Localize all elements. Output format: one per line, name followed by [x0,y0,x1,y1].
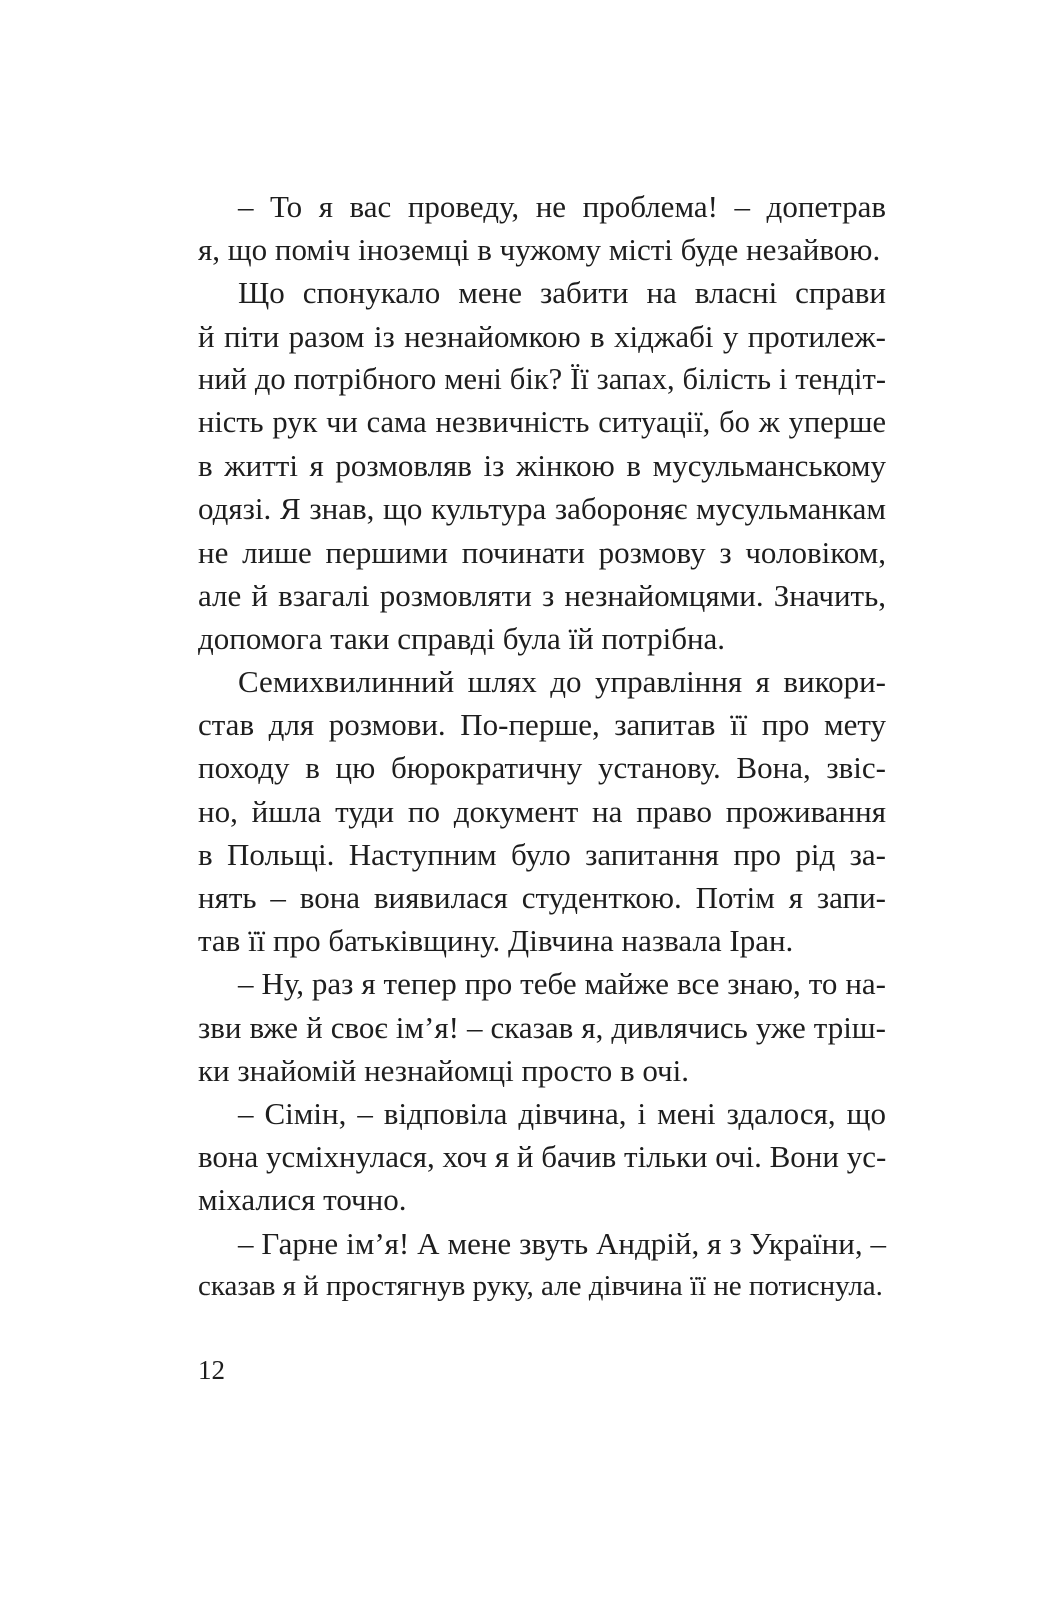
paragraph [198,1222,886,1308]
text-line: тав її про батьківщину. Дівчина назвала Іран. [198,923,794,959]
text-line: – Гарне ім’я! А мене звуть Андрій, я з України, – [238,1225,886,1261]
text-line: сказав я й простягнув руку, але дівчина її не потиснула. [198,1269,883,1302]
text-line: – То я вас проведу, не проблема! – допетрав [238,189,886,224]
text-line: одязі. Я знав, що культура забороняє мусульманкам [198,491,886,527]
text-line: в Польщі. Наступним було запитання про рід за- [198,836,886,872]
text-line: ки знайомій незнайомці просто в очі. [198,1052,690,1088]
text-line: Що спонукало мене забити на власні справи [238,275,886,311]
text-line: не лише першими починати розмову з чоловіком, [198,534,886,570]
text-line: міхалися точно. [198,1182,407,1218]
text-line: но, йшла туди по документ на право проживання [198,793,886,829]
text-line: я, що поміч іноземці в чужому місті буде незайвою. [198,232,881,268]
paragraph [198,962,886,1092]
text-line: походу в цю бюрократичну установу. Вона, звіс- [198,750,886,786]
text-line: зви вже й своє ім’я! – сказав я, дивлячись уже тріш- [198,1009,886,1045]
text-line: й піти разом із незнайомкою в хіджабі у протилеж- [198,318,886,354]
page-number: 12 [198,1355,225,1385]
text-line: але й взагалі розмовляти з незнайомцями. Значить, [198,577,886,613]
text-line: Семихвилинний шлях до управління я викори- [238,664,886,700]
paragraph [198,660,886,962]
paragraph [198,185,886,271]
text-line: ність рук чи сама незвичність ситуації, бо ж уперше [198,404,886,439]
text-line: став для розмови. По-перше, запитав її про мету [198,707,886,743]
text-line: ний до потрібного мені бік? Її запах, білість і тендіт- [198,361,886,396]
text-line: допомога таки справді була їй потрібна. [198,620,726,656]
text-line: – Сімін, – відповіла дівчина, і мені здалося, що [238,1095,886,1131]
text-line: нять – вона виявилася студенткою. Потім я запи- [198,880,886,915]
text-line: – Ну, раз я тепер про тебе майже все знаю, то на- [238,966,886,1002]
paragraph [198,1092,886,1222]
text-line: в житті я розмовляв із жінкою в мусульманському [198,448,886,484]
text-line: вона усміхнулася, хоч я й бачив тільки очі. Вони ус- [198,1139,887,1175]
body-text [198,185,886,1308]
paragraph [198,271,886,660]
